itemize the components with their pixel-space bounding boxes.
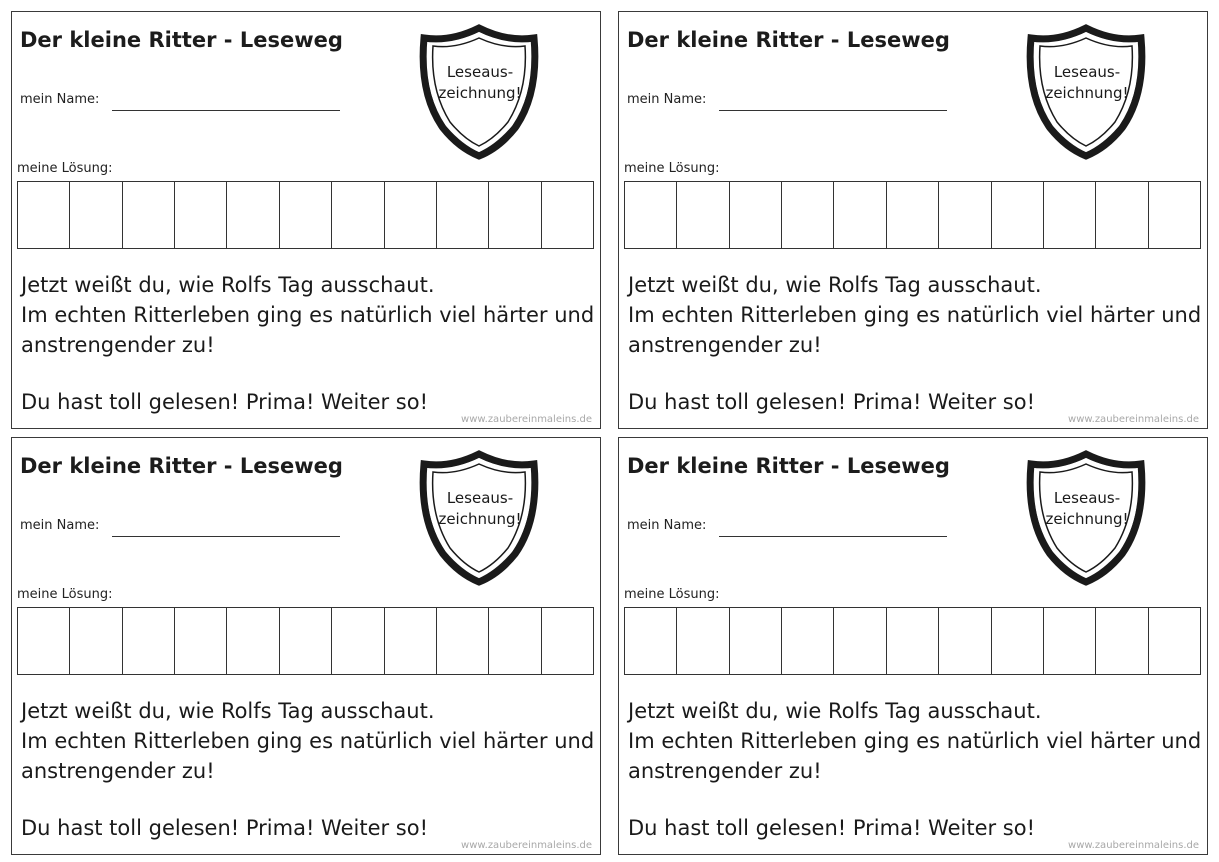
badge-line: Leseaus- [1053, 63, 1121, 81]
name-field[interactable] [112, 536, 340, 537]
solution-box[interactable] [939, 608, 991, 674]
card-title: Der kleine Ritter - Leseweg [20, 454, 343, 478]
badge-line: zeichnung! [1045, 510, 1129, 528]
solution-box[interactable] [992, 182, 1044, 248]
card-title: Der kleine Ritter - Leseweg [627, 28, 950, 52]
name-label: mein Name: [627, 518, 707, 533]
solution-box[interactable] [887, 182, 939, 248]
solution-box[interactable] [18, 182, 70, 248]
solution-box[interactable] [70, 608, 122, 674]
badge-line: Leseaus- [446, 489, 514, 507]
award-card [11, 437, 601, 855]
shield-badge [1024, 24, 1148, 160]
solution-box[interactable] [70, 182, 122, 248]
award-card [618, 437, 1208, 855]
closing-text: Du hast toll gelesen! Prima! Weiter so! [628, 390, 1036, 414]
solution-box[interactable] [887, 608, 939, 674]
solution-box[interactable] [677, 608, 729, 674]
solution-box[interactable] [625, 608, 677, 674]
website-credit: www.zaubereinmaleins.de [461, 414, 592, 425]
name-field[interactable] [719, 536, 947, 537]
message-line: Jetzt weißt du, wie Rolfs Tag ausschaut. [21, 699, 435, 723]
name-label: mein Name: [20, 518, 100, 533]
solution-box[interactable] [227, 608, 279, 674]
solution-label: meine Lösung: [624, 587, 720, 602]
solution-box[interactable] [437, 182, 489, 248]
message-line: anstrengender zu! [21, 333, 215, 357]
solution-box[interactable] [332, 182, 384, 248]
card-title: Der kleine Ritter - Leseweg [20, 28, 343, 52]
message-line: anstrengender zu! [21, 759, 215, 783]
solution-grid [17, 607, 594, 675]
solution-box[interactable] [280, 182, 332, 248]
solution-box[interactable] [175, 608, 227, 674]
shield-badge [1024, 450, 1148, 586]
name-field[interactable] [112, 110, 340, 111]
solution-box[interactable] [1044, 182, 1096, 248]
name-field[interactable] [719, 110, 947, 111]
solution-box[interactable] [730, 608, 782, 674]
solution-box[interactable] [730, 182, 782, 248]
solution-box[interactable] [542, 608, 593, 674]
solution-box[interactable] [542, 182, 593, 248]
closing-text: Du hast toll gelesen! Prima! Weiter so! [21, 816, 429, 840]
badge-line: zeichnung! [438, 510, 522, 528]
badge-line: Leseaus- [1053, 489, 1121, 507]
solution-box[interactable] [834, 608, 886, 674]
message-line: Jetzt weißt du, wie Rolfs Tag ausschaut. [21, 273, 435, 297]
card-message [628, 270, 1208, 360]
solution-grid [624, 607, 1201, 675]
closing-text: Du hast toll gelesen! Prima! Weiter so! [21, 390, 429, 414]
card-message [21, 270, 601, 360]
message-line: anstrengender zu! [628, 333, 822, 357]
solution-box[interactable] [437, 608, 489, 674]
solution-box[interactable] [677, 182, 729, 248]
card-message [628, 696, 1208, 786]
solution-box[interactable] [385, 608, 437, 674]
message-line: Im echten Ritterleben ging es natürlich viel härter und [21, 303, 595, 327]
solution-box[interactable] [625, 182, 677, 248]
solution-box[interactable] [1149, 608, 1200, 674]
solution-grid [17, 181, 594, 249]
closing-text: Du hast toll gelesen! Prima! Weiter so! [628, 816, 1036, 840]
card-message [21, 696, 601, 786]
award-card [11, 11, 601, 429]
message-line: Im echten Ritterleben ging es natürlich viel härter und [21, 729, 595, 753]
solution-box[interactable] [1149, 182, 1200, 248]
name-label: mein Name: [627, 92, 707, 107]
solution-box[interactable] [992, 608, 1044, 674]
solution-box[interactable] [489, 182, 541, 248]
badge-line: zeichnung! [438, 84, 522, 102]
solution-box[interactable] [123, 608, 175, 674]
badge-line: zeichnung! [1045, 84, 1129, 102]
solution-box[interactable] [782, 182, 834, 248]
award-card [618, 11, 1208, 429]
solution-box[interactable] [227, 182, 279, 248]
solution-box[interactable] [280, 608, 332, 674]
website-credit: www.zaubereinmaleins.de [1068, 414, 1199, 425]
solution-box[interactable] [834, 182, 886, 248]
solution-box[interactable] [489, 608, 541, 674]
shield-badge [417, 450, 541, 586]
website-credit: www.zaubereinmaleins.de [1068, 840, 1199, 851]
message-line: Im echten Ritterleben ging es natürlich viel härter und [628, 729, 1202, 753]
solution-label: meine Lösung: [17, 161, 113, 176]
solution-box[interactable] [782, 608, 834, 674]
card-title: Der kleine Ritter - Leseweg [627, 454, 950, 478]
solution-box[interactable] [1096, 608, 1148, 674]
solution-box[interactable] [332, 608, 384, 674]
solution-box[interactable] [123, 182, 175, 248]
website-credit: www.zaubereinmaleins.de [461, 840, 592, 851]
badge-line: Leseaus- [446, 63, 514, 81]
solution-box[interactable] [1096, 182, 1148, 248]
solution-box[interactable] [939, 182, 991, 248]
message-line: Jetzt weißt du, wie Rolfs Tag ausschaut. [628, 273, 1042, 297]
message-line: anstrengender zu! [628, 759, 822, 783]
name-label: mein Name: [20, 92, 100, 107]
message-line: Im echten Ritterleben ging es natürlich viel härter und [628, 303, 1202, 327]
solution-label: meine Lösung: [17, 587, 113, 602]
solution-box[interactable] [175, 182, 227, 248]
solution-box[interactable] [1044, 608, 1096, 674]
solution-box[interactable] [385, 182, 437, 248]
message-line: Jetzt weißt du, wie Rolfs Tag ausschaut. [628, 699, 1042, 723]
solution-label: meine Lösung: [624, 161, 720, 176]
solution-box[interactable] [18, 608, 70, 674]
shield-badge [417, 24, 541, 160]
solution-grid [624, 181, 1201, 249]
